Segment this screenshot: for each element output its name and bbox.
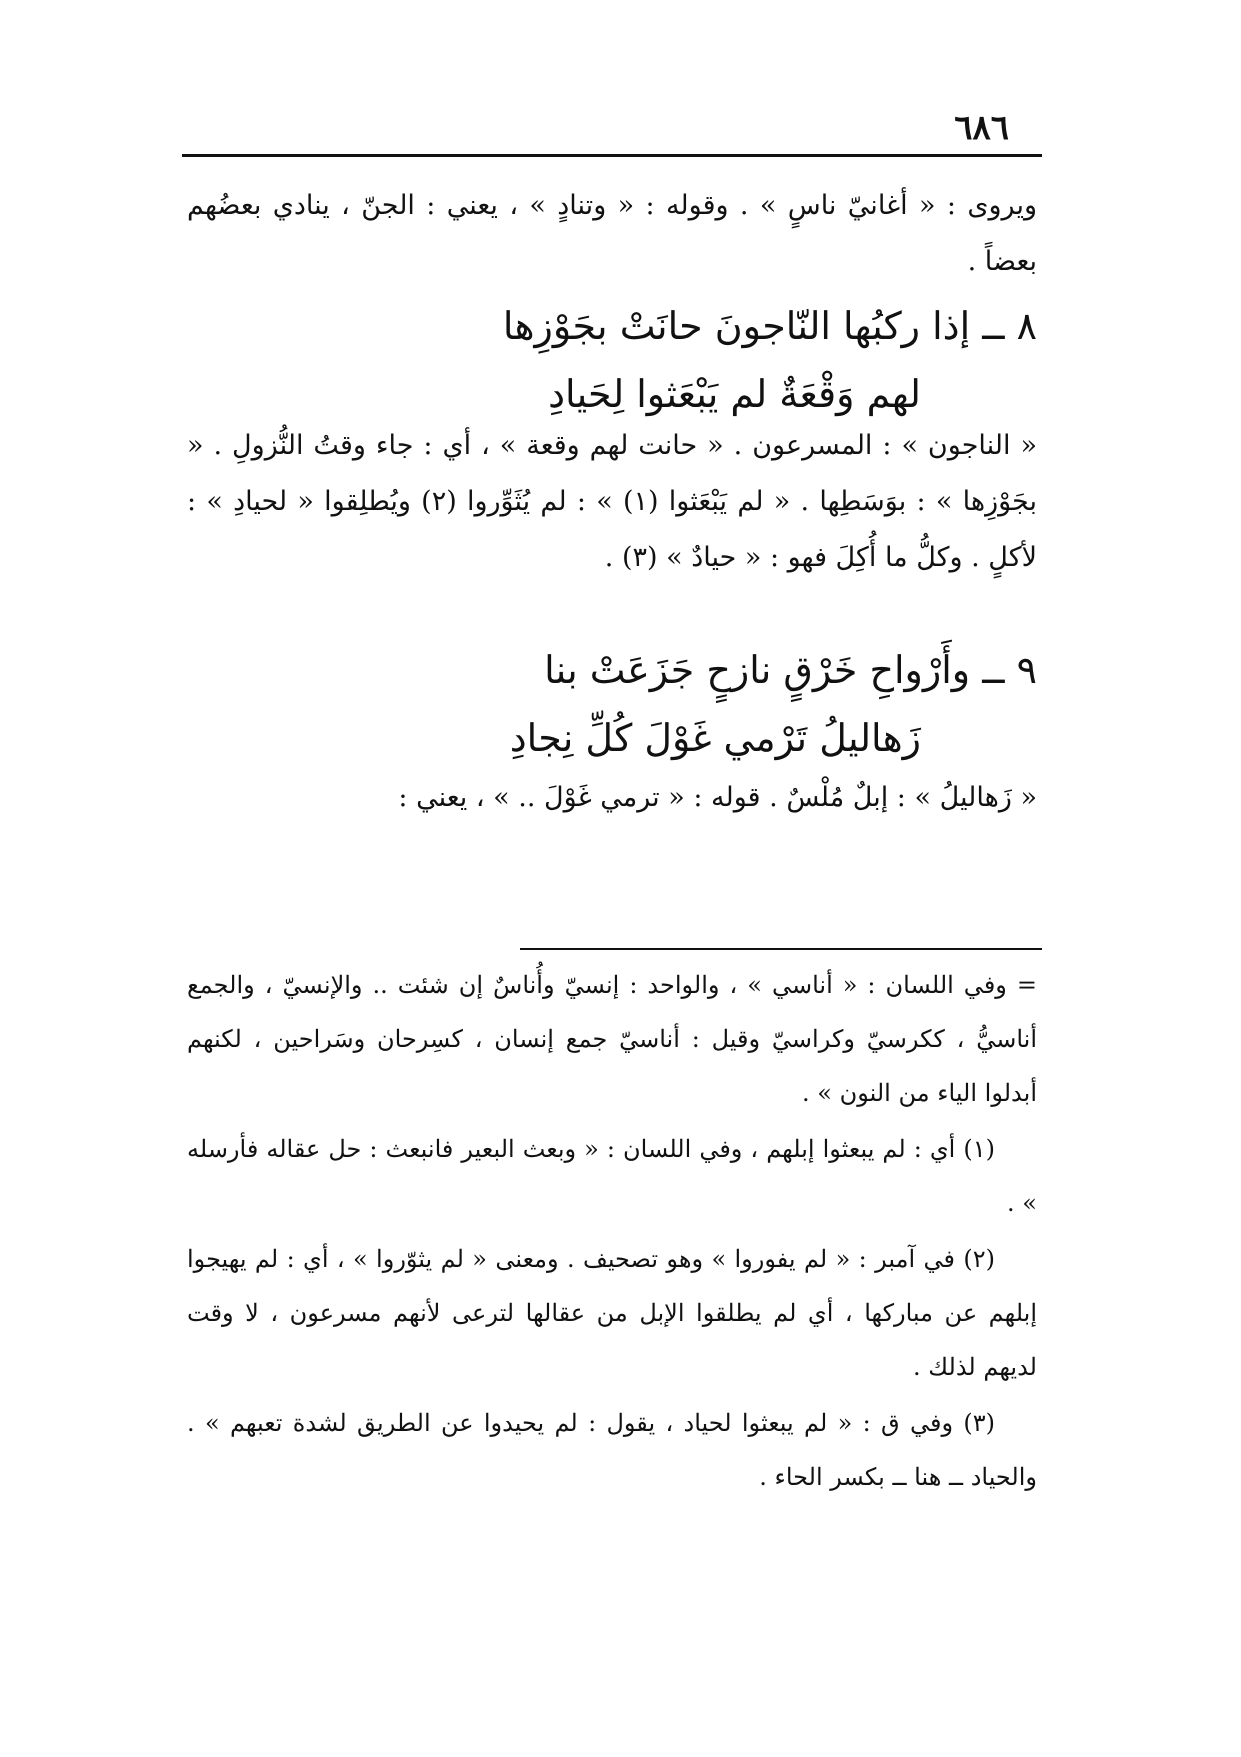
verse-8-line-2: لهم وَقْعَةٌ لم يَبْعَثوا لِحَيادِ bbox=[548, 372, 921, 416]
footnote-1: (١) أي : لم يبعثوا إبلهم ، وفي اللسان : « وبعث البعير فانبعث : حل عقاله فأرسله » . bbox=[187, 1135, 1037, 1217]
verse-9-line-1: ٩ ــ وأَرْواحِ خَرْقٍ نازحٍ جَزَعَتْ بنا bbox=[544, 648, 1037, 692]
verse-9-commentary: « زَهاليلُ » : إبلٌ مُلْسٌ . قوله : « ترمي غَوْلَ .. » ، يعني : bbox=[398, 782, 1037, 813]
footnote-continuation: = وفي اللسان : « أناسي » ، والواحد : إنسيّ وأُناسٌ إن شئت .. والإنسيّ ، والجمع أناسيُّ ، ككرسيّ وكراسيّ وقيل : أناسيّ جمع إنسان ، كسِرحان وسَراحين ، لكنهم أبدلوا الياء من النون » . bbox=[187, 971, 1037, 1107]
header-rule bbox=[182, 154, 1042, 157]
footnote-rule bbox=[520, 948, 1042, 950]
footnote-2: (٢) في آمبر : « لم يفوروا » وهو تصحيف . ومعنى « لم يثوّروا » ، أي : لم يهيجوا إبلهم عن مباركها ، أي لم يطلقوا الإبل من عقالها لترعى لأنهم مسرعون ، لا وقت لديهم لذلك . bbox=[187, 1245, 1037, 1381]
footnote-3: (٣) وفي ق : « لم يبعثوا لحياد ، يقول : لم يحيدوا عن الطريق لشدة تعبهم » . والحياد ــ هنا ــ بكسر الحاء . bbox=[187, 1409, 1037, 1491]
intro-paragraph: ويروى : « أغانيّ ناسٍ » . وقوله : « وتنادٍ » ، يعني : الجنّ ، ينادي بعضُهم بعضاً . bbox=[187, 190, 1037, 277]
page-number: ٦٨٦ bbox=[954, 108, 1009, 148]
verse-8-commentary: « الناجون » : المسرعون . « حانت لهم وقعة » ، أي : جاء وقتُ النُّزولِ . « بجَوْزِها » : بوَسَطِها . « لم يَبْعَثوا (١) » : لم يُثَوِّروا (٢) ويُطلِقوا « لحيادِ » : لأكلٍ . وكلُّ ما أُكِلَ فهو : « حيادٌ » (٣) . bbox=[187, 430, 1037, 573]
verse-8-line-1: ٨ ــ إذا ركبُها النّاجونَ حانَتْ بجَوْزِها bbox=[502, 304, 1037, 348]
verse-9-line-2: زَهاليلُ تَرْمي غَوْلَ كُلِّ نِجادِ bbox=[509, 716, 921, 760]
